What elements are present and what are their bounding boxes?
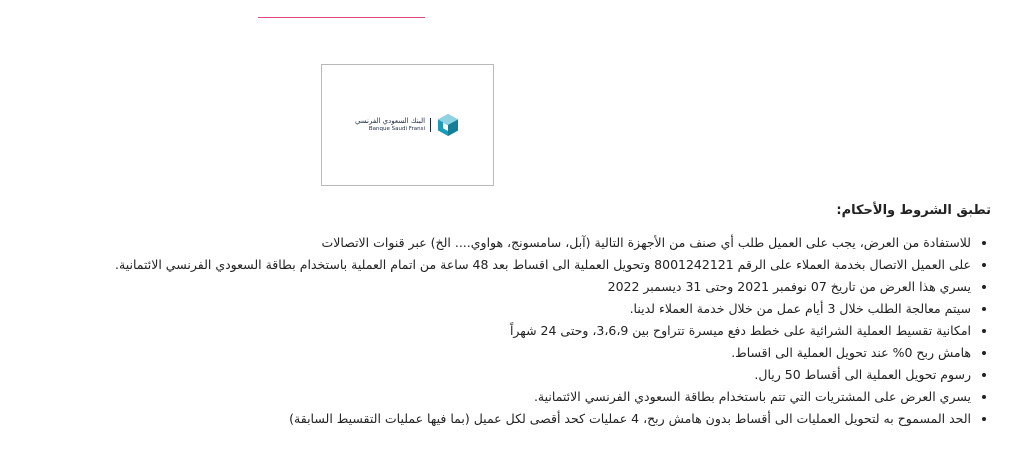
bank-name-arabic: البنك السعودي الفرنسي: [354, 116, 426, 125]
terms-item: • للاستفادة من العرض، يجب على العميل طلب أي صنف من الأجهزة التالية (آبل، سامسونج، هواوي.... الخ) عبر قنوات الاتصالات: [21, 232, 971, 254]
terms-section: [21, 200, 991, 430]
bank-logo: [355, 113, 460, 137]
top-divider: [258, 17, 425, 18]
logo-separator: [430, 118, 431, 132]
terms-item: • الحد المسموح به لتحويل العمليات الى أقساط بدون هامش ربح، 4 عمليات كحد أقصى لكل عميل (بما فيها عمليات التقسيط السابقة): [21, 408, 971, 430]
terms-title: تطبق الشروط والأحكام:: [836, 203, 991, 218]
bank-name-english: Banque Saudi Fransi: [368, 125, 426, 132]
bank-emblem-icon: [436, 113, 460, 137]
terms-item: • يسري هذا العرض من تاريخ 07 نوفمبر 2021 وحتى 31 ديسمبر 2022: [21, 276, 971, 298]
terms-item: • يسري العرض على المشتريات التي تتم باستخدام بطاقة السعودي الفرنسي الائتمانية.: [21, 386, 971, 408]
bank-logo-wordmark: [355, 118, 425, 133]
terms-item: • رسوم تحويل العملية الى أقساط 50 ريال.: [21, 364, 971, 386]
bank-logo-card: [321, 64, 494, 186]
terms-item: • على العميل الاتصال بخدمة العملاء على الرقم 8001242121 وتحويل العملية الى اقساط بعد 48 ساعة من اتمام العملية باستخدام بطاقة السعودي الفرنسي الائتمانية.: [21, 254, 971, 276]
terms-item: • هامش ربح 0% عند تحويل العملية الى اقساط.: [21, 342, 971, 364]
terms-list: [21, 232, 991, 430]
terms-item: • امكانية تقسيط العملية الشرائية على خطط دفع ميسرة تتراوح بين 3،6،9، وحتى 24 شهراً: [21, 320, 971, 342]
terms-item: • سيتم معالجة الطلب خلال 3 أيام عمل من خلال خدمة العملاء لدينا.: [21, 298, 971, 320]
